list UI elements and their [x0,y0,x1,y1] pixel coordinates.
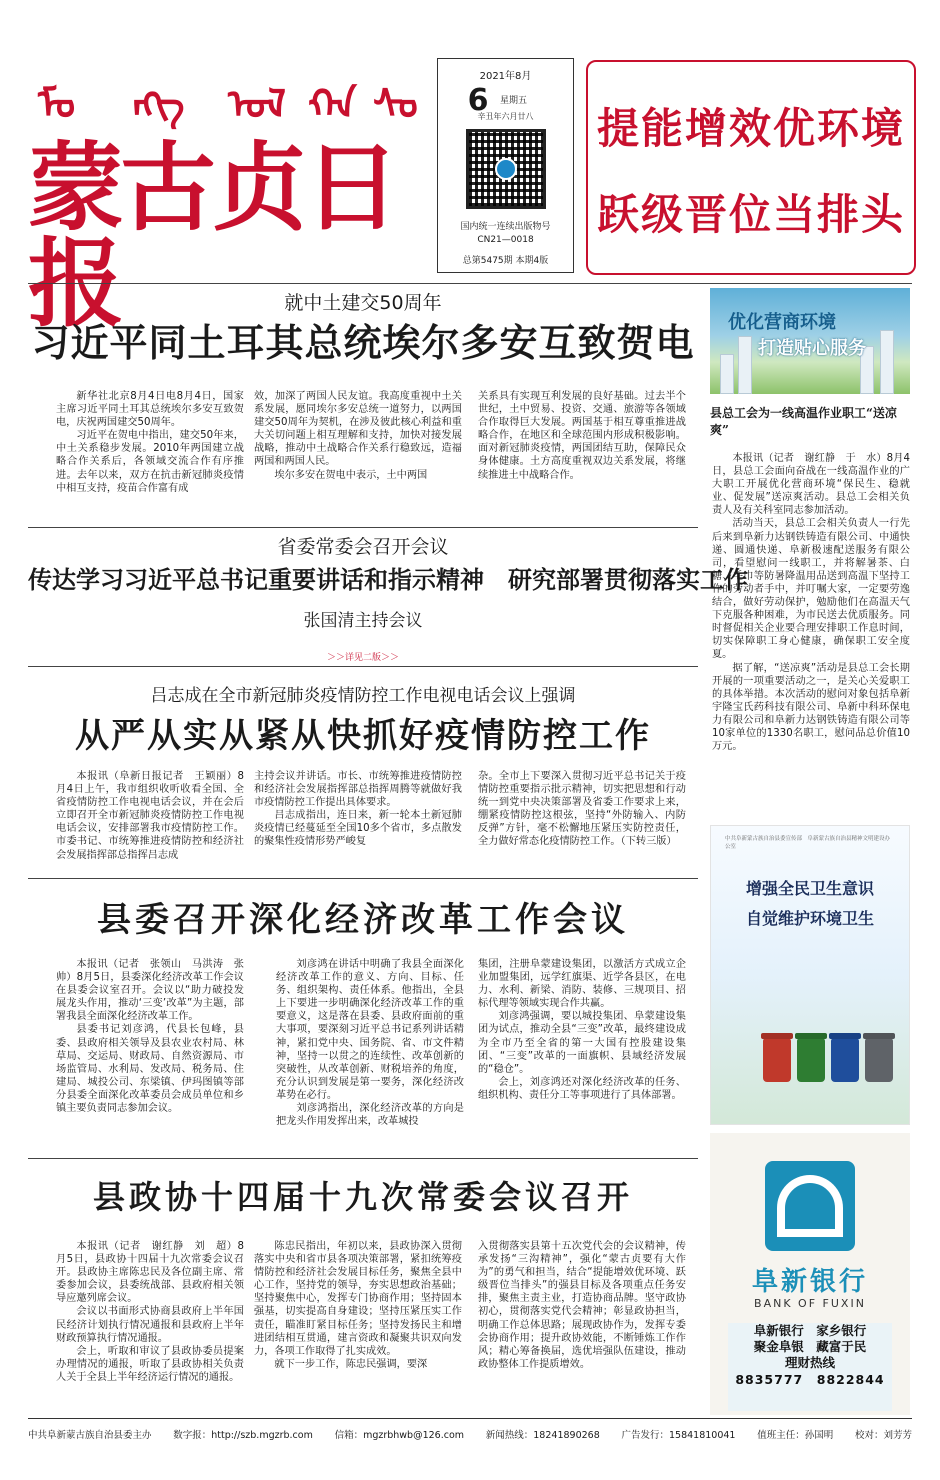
paragraph: 县委书记刘彦鸿，代县长包峰，县委、县政府相关领导及县农业农村局、林草局、交运局、财政局、自然资源局、市场监管局、水利局、发改局、税务局、住建局、城投公司、东梁镇、伊玛图镇等部分县委全面深化改革委员会成员单位和乡镇主要负责同志参加会议。 [56,1024,244,1115]
footer-hotline: 新闻热线：18241890268 [485,1429,600,1441]
paragraph: 会上，刘彦鸿还对深化经济改革的任务、组织机构、责任分工等事项进行了具体部署。 [478,1076,686,1101]
paragraph: 刘彦鸿指出，深化经济改革的方向是把龙头作用发挥出来，改革城投 [276,1103,464,1128]
paragraph: 入贯彻落实县第十五次党代会的会议精神，传承发扬“三沟精神”，强化“蒙古贞要有大作为”的勇气和担当，结合“提能增效优环境、跃级晋位当排头”的强县目标及各项重点任务安排，聚焦主责主业，打造协商品牌。坚守政协初心，贯彻落实党代会精神；彰显政协担当，明确工作总体思路；展现政协作为，发挥专委会协商作用；提升政协效能，不断锤炼工作作风；精心筹备换届，选优培强队伍建设，推动政协整体工作提质增效。 [478,1241,686,1370]
ad-sponsor: 中共阜新蒙古族自治县委宣传部 阜新蒙古族自治县精神文明建设办公室 [725,836,891,850]
paragraph: 吕志成指出，连日来，新一轮本土新冠肺炎疫情已经蔓延至全国10多个省市，多点散发的聚集性疫情形势严峻复 [254,810,462,848]
article-headline: 从严从实从紧从快抓好疫情防控工作 [75,716,651,756]
paragraph: 效，加深了两国人民友谊。我高度重视中土关系发展，愿同埃尔多安总统一道努力，以两国建交50周年为契机，在涉及彼此核心利益和重大关切问题上相互理解和支持，加快对接发展战略，推动中土战略合作关系行稳致远，造福两国和两国人民。 [254,391,462,468]
newspaper-name: 蒙古贞日报 [28,131,396,340]
issue-year-month: 2021年8月 [479,71,532,82]
issue-info-box [437,58,574,273]
paragraph: 本报讯（记者 谢红静 于 水）8月4日，县总工会面向奋战在一线高温作业的广大职工开展优化营商环境“保民生、稳就业、促发展”送凉爽活动。县总工会相关负责人及有关科室同志参加活动。 [712,453,910,517]
trash-bin-icon [797,1038,825,1082]
trash-bin-icon [831,1038,859,1082]
see-more-link[interactable]: ＞＞详见二版＞＞ [326,653,399,663]
article-headline: 习近平同土耳其总统埃尔多安互致贺电 [31,320,695,365]
mongolian-title [38,60,428,128]
divider [28,878,698,879]
paragraph: 集团，注册阜蒙建设集团，以激活方式成立企业加盟集团，远学红旗渠、近学各县区，在电力、水利、新梁、消防、装修、三规项目、招标代理等领域实现合作共赢。 [478,959,686,1010]
bank-name: 阜新银行 [751,1267,868,1297]
trash-bin-icon [865,1038,893,1082]
issue-lunar-date: 辛丑年六月廿八 [477,112,534,121]
article-headline: 县委召开深化经济改革工作会议 [97,900,629,940]
paragraph: 会议以书面形式协商县政府上半年国民经济计划执行情况通报和县政府上半年财政预算执行情况通报。 [56,1306,244,1344]
article-column [254,1240,462,1412]
issue-weekday: 星期五 [500,96,528,106]
paragraph: 会上，听取和审议了县政协委员提案办理情况的通报，听取了县政协相关负责人关于全县上半年经济运行情况的通报。 [56,1345,244,1383]
article-column [254,770,462,872]
footer-publisher: 中共阜新蒙古族自治县委主办 [28,1429,152,1441]
ad-bank-of-fuxin [710,1133,910,1415]
paragraph: 杂。全市上下要深入贯彻习近平总书记关于疫情防控重要指示批示精神，切实把思想和行动统一到党中央决策部署及省委工作要求上来，绷紧疫情防控这根弦，坚持“外防输入、内防反弹”方针，毫不松懈地压紧压实防控责任，全力做好常态化疫情防控工作。（下转三版） [478,771,686,848]
footer-website[interactable]: 数字报：http://szb.mgzrb.com [173,1429,313,1441]
bank-logo-icon [765,1161,855,1251]
paragraph: 埃尔多安在贺电中表示，土中两国 [274,469,428,481]
cn-number-label: 国内统一连续出版物号 [460,222,551,232]
ad-text: 自觉维护环境卫生 [745,909,874,928]
article-kicker: 省委常委会召开会议 [277,536,449,558]
qr-code-icon [466,129,546,209]
article-column [254,390,462,522]
paragraph: 据了解，“送凉爽”活动是县总工会长期开展的一项重要活动之一，是关心关爱职工的具体举措。本次活动的慰问对象包括阜新宇隆宝氏药科技有限公司、阜新中科环保电力有限公司和阜新力达钢铁铸造有限公司等10家单位的1330名职工，慰问品总价值10万元。 [712,662,910,753]
mongolian-script: ᠮᠣ [38,81,76,128]
article-subtitle: 张国清主持会议 [303,611,423,631]
bank-slogan: 阜新银行 家乡银行 [753,1323,867,1338]
sidebar-article [712,452,910,816]
sidebar-headline: 县总工会为一线高温作业职工“送凉爽” [710,406,897,437]
paragraph: 陈忠民指出，年初以来，县政协深入贯彻落实中央和省市县各项决策部署，紧扣统筹疫情防控和经济社会发展目标任务，聚焦全县中心工作，坚持党的领导，夯实思想政治基础；坚持聚焦中心，发挥专门协商作用；坚持固本强基，切实提高自身建设；坚持压紧压实工作责任，瞄准盯紧目标任务；坚持发扬民主和增进团结相互贯通，建言资政和凝聚共识双向发力，各项工作取得了扎实成效。 [254,1241,462,1357]
issue-total-number: 总第5475期 本期4版 [462,256,549,266]
paragraph: 刘彦鸿在讲话中明确了我县全面深化经济改革工作的意义、方向、目标、任务、组织架构、责任体系。他指出，全县上下要进一步明确深化经济改革工作的重要意义，这是落在县委、县政府面前的重大事项，要深刻习近平总书记系列讲话精神，紧扣党中央、国务院、省、市文件精神，坚持一以贯之的连续性、改革创新的突破性，从改革创新、财税培养的角度，充分认识到发展是第一要务，深化经济改革势在必行。 [276,959,464,1101]
hotline-label: 理财热线 [784,1355,835,1370]
phone-number: 8835777 [735,1372,804,1387]
footer-editor: 值班主任：孙国明 [757,1429,834,1441]
bank-hotline-box [728,1323,892,1411]
mongolian-script: ᠬᠠ [308,81,357,128]
ad-text: 优化营商环境 [728,312,836,333]
divider [28,666,698,667]
article-column [56,1240,244,1412]
ad-hygiene [710,825,910,1125]
phone-number: 8822844 [816,1372,885,1387]
article-headline: 传达学习习近平总书记重要讲话和指示精神 研究部署贯彻落实工作 [28,565,748,594]
article-headline: 县政协十四届十九次常委会议召开 [92,1178,633,1216]
article-column [276,958,464,1156]
divider [28,283,912,284]
paragraph: 新华社北京8月4日电8月4日，国家主席习近平同土耳其总统埃尔多安互致贺电，庆祝两国建交50周年。 [56,391,244,429]
paragraph: 本报讯（记者 张领山 马洪涛 张帅）8月5日，县委深化经济改革工作会议在县委会议室召开。会议以“助力破投发展龙头作用，推动‘三变’改革”为主题，部署我县全面深化经济改革工作。 [56,959,244,1023]
article-column [56,958,244,1156]
paragraph: 刘彦鸿强调，要以城投集团、阜蒙建设集团为试点，推动全县“三变”改革，最终建设成为全市乃至全省的第一大国有控股建设集团、“三变”改革的一面旗帜、县域经济发展的“稳仓”。 [478,1011,686,1075]
mongolian-script: ᠣᠯ [228,81,286,128]
slogan-box [586,60,916,275]
hotline-numbers [728,1371,892,1389]
paragraph: 关系具有实现互利发展的良好基础。过去半个世纪，土中贸易、投资、交通、旅游等各领域合作取得巨大发展。两国基于相互尊重推进战略合作，在地区和全球范围内形成积极影响。面对新冠肺炎疫情，两国团结互助，保障民众身体健康。土方高度重视双边关系发展，将继续推进土中战略合作。 [478,391,686,481]
ad-business-environment [710,288,910,394]
paragraph: 本报讯（记者 谢红静 刘 超）8月5日，县政协十四届十九次常委会议召开。县政协主席陈忠民及各位副主席、常委参加会议，县委统战部、县政府相关领导应邀列席会议。 [56,1241,244,1305]
paragraph: 本报讯（阜新日报记者 王颖丽）8月4日上午，我市组织收听收看全国、全省疫情防控工作电视电话会议，并在会后立即召开全市新冠肺炎疫情防控工作电视电话会议，安排部署我市疫情防控工作。市委书记、市统筹推进疫情防控和经济社会发展指挥部总指挥吕志成 [56,771,244,861]
cn-number: CN21—0018 [477,235,534,245]
paragraph: 活动当天，县总工会相关负责人一行先后来到阜新力达钢铁铸造有限公司、中通快递、圆通快递、阜新极速配送服务有限公司，看望慰问一线职工，并将解暑茶、白糖、毛巾等防暑降温用品送到高温下坚持工作的劳动者手中，并叮嘱大家，一定要劳逸结合，做好劳动保护，勉励他们在高温天气下克服各种困难，为市民送去优质服务。同时督促相关企业要合理安排职工作息时间，切实保障职工身心健康，确保职工安全度夏。 [712,518,910,661]
article-kicker: 就中土建交50周年 [284,292,442,314]
building-icon [720,354,734,394]
building-icon [880,330,894,394]
paragraph: 习近平在贺电中指出，建交50年来，中土关系稳步发展。2010年两国建立战略合作关系后，各领域交流合作有序推进。去年以来，双方在抗击新冠肺炎疫情中相互支持，疫苗合作富有成 [56,430,244,494]
article-column [478,770,686,872]
article-column [56,770,244,872]
mongolian-script: ᠩᠭ [133,81,185,128]
page-footer [28,1418,912,1448]
footer-email[interactable]: 信箱：mgzrbhwb@126.com [334,1429,465,1441]
ad-text: 增强全民卫生意识 [745,879,874,898]
divider [28,527,698,528]
trash-bin-icon [763,1038,791,1082]
article-kicker: 吕志成在全市新冠肺炎疫情防控工作电视电话会议上强调 [150,686,576,706]
slogan-line: 提能增效优环境 [596,104,905,153]
bank-name-en: BANK OF FUXIN [754,1297,866,1310]
issue-day: 6 [467,83,489,118]
slogan-line: 跃级晋位当排头 [596,190,905,239]
divider [28,1158,698,1159]
article-column [56,390,244,522]
paragraph: 主持会议并讲话。市长、市统筹推进疫情防控和经济社会发展指挥部总指挥周腾等就做好我市疫情防控工作提出具体要求。 [254,771,462,809]
mongolian-script: ᠰᠤ [373,81,418,128]
building-icon [738,336,752,394]
bank-slogan: 聚金阜银 藏富于民 [753,1339,867,1354]
footer-proofreader: 校对：刘芳芳 [854,1429,912,1441]
article-column [478,1240,686,1412]
paragraph: 就下一步工作，陈忠民强调，要深 [274,1358,428,1370]
ad-text: 打造贴心服务 [758,338,866,359]
article-column [478,958,686,1156]
footer-ads: 广告发行：15841810041 [621,1429,736,1441]
article-column [478,390,686,522]
